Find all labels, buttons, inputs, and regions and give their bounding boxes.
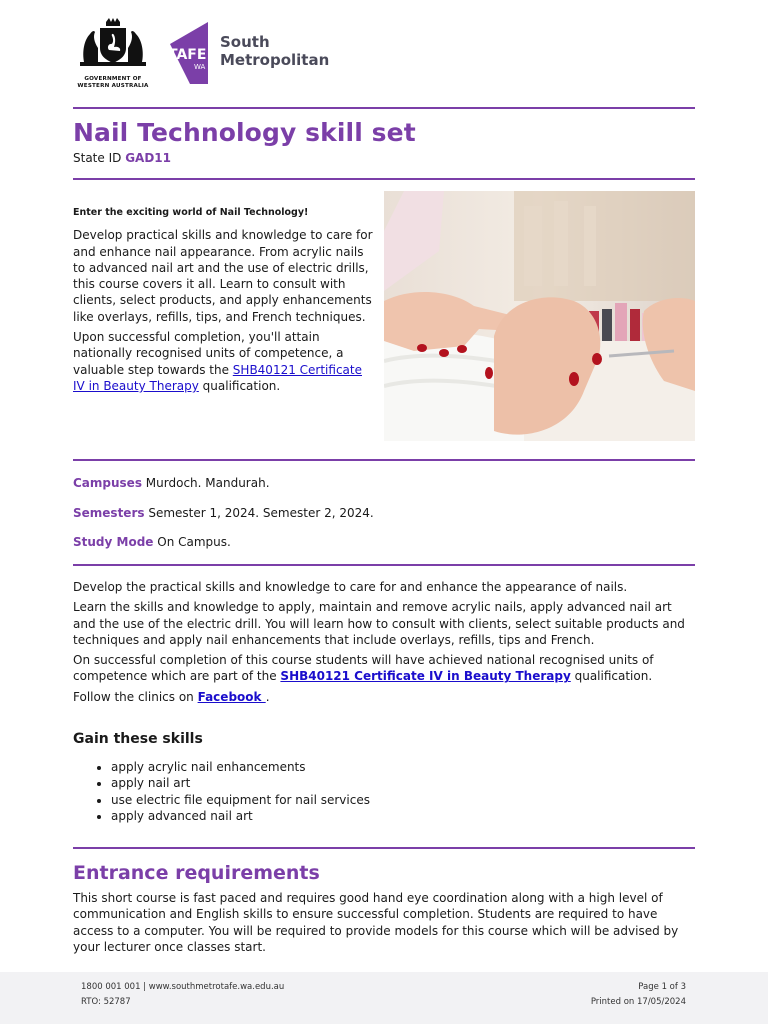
- divider: [73, 107, 695, 109]
- list-item: • apply advanced nail art: [111, 808, 370, 824]
- intro-paragraph: Develop practical skills and knowledge to care for and enhance nail appearance. From acrylic nails to advanced nail art and the use of electric drills, this course covers it all. Learn to consult with clients, select products, and apply enhancements like overlays, refills, tips, and French techniques.: [73, 228, 373, 324]
- state-id: [73, 151, 171, 165]
- footer-printed-date: Printed on 17/05/2024: [590, 997, 686, 1007]
- description-text: .: [265, 689, 270, 704]
- gov-logo-line2: WESTERN AUSTRALIA: [77, 83, 149, 89]
- page-title: Nail Technology skill set: [73, 118, 416, 147]
- skills-heading: Gain these skills: [73, 731, 203, 747]
- nail-technology-photo: [384, 191, 695, 441]
- skills-list: [111, 759, 370, 824]
- list-item: • use electric file equipment for nail services: [111, 792, 370, 808]
- wa-crest-icon: [76, 18, 150, 68]
- semesters-value: Semester 1, 2024. Semester 2, 2024.: [148, 506, 374, 520]
- state-id-value: GAD11: [125, 151, 171, 165]
- gov-logo-text: [76, 76, 150, 90]
- description-paragraph: Learn the skills and knowledge to apply, maintain and remove acrylic nails, apply advanced nail art and the use of the electric drill. You will learn how to consult with clients, select suitable products and techniques and apply nail enhancements that include overlays, refills, tips and French.: [73, 600, 685, 647]
- facebook-link[interactable]: Facebook: [197, 689, 266, 704]
- certificate-iv-link-bold[interactable]: SHB40121 Certificate IV in Beauty Therapy: [280, 669, 571, 684]
- campuses-value: Murdoch. Mandurah.: [145, 476, 270, 490]
- divider: [73, 564, 695, 566]
- study-mode-row: [73, 535, 231, 549]
- description-paragraph: Develop the practical skills and knowledge to care for and enhance the appearance of nails.: [73, 580, 628, 594]
- course-description: [73, 579, 695, 709]
- government-of-wa-logo: [76, 18, 150, 88]
- entrance-text: This short course is fast paced and requires good hand eye coordination along with a high level of communication and English skills to ensure successful completion. Students are required to have access to a computer. You will be required to provide models for this course which will be advised by your lecturer once classes start.: [73, 891, 679, 954]
- footer-contact: 1800 001 001 | www.southmetrotafe.wa.edu.au: [81, 982, 285, 992]
- state-id-label: State ID: [73, 151, 122, 165]
- svg-text:TAFE: TAFE: [168, 47, 207, 63]
- page-footer: [0, 972, 768, 1024]
- entrance-heading: Entrance requirements: [73, 862, 320, 884]
- svg-text:WA: WA: [194, 63, 206, 71]
- divider: [73, 178, 695, 180]
- footer-right: [591, 980, 686, 1010]
- footer-rto: RTO: 52787: [81, 997, 131, 1007]
- description-paragraph: [73, 652, 695, 685]
- intro-text: qualification.: [198, 378, 281, 393]
- intro-section: [73, 205, 373, 398]
- study-mode-label: Study Mode: [73, 535, 154, 549]
- tafe-logo-icon: [168, 22, 214, 84]
- gov-logo-line1: GOVERNMENT OF: [84, 76, 142, 82]
- tafe-south-metropolitan-logo: [168, 22, 329, 84]
- campuses-label: Campuses: [73, 476, 142, 490]
- footer-page-number: Page 1 of 3: [638, 982, 686, 992]
- list-item: • apply acrylic nail enhancements: [111, 759, 370, 775]
- tafe-name-line2: Metropolitan: [220, 51, 330, 69]
- description-text: qualification.: [570, 669, 653, 684]
- semesters-row: [73, 506, 374, 520]
- divider: [73, 847, 695, 849]
- study-mode-value: On Campus.: [157, 535, 231, 549]
- description-paragraph: [73, 689, 695, 705]
- tafe-name: [220, 33, 329, 69]
- footer-left: [81, 980, 284, 1010]
- description-text: Follow the clinics on: [73, 689, 198, 704]
- list-item: • apply nail art: [111, 775, 370, 791]
- header-logos: [76, 18, 329, 90]
- description-text: On successful completion of this course students will have achieved national recognised units of competence which are part of the: [73, 653, 654, 684]
- certificate-iv-link[interactable]: SHB40121 Certificate IV in Beauty Therapy: [73, 362, 362, 393]
- divider: [73, 459, 695, 461]
- tafe-name-line1: South: [220, 33, 270, 51]
- intro-paragraph-2: [73, 329, 373, 394]
- intro-lead: Enter the exciting world of Nail Technology!: [73, 207, 309, 218]
- campuses-row: [73, 476, 270, 490]
- intro-text: Upon successful completion, you'll attain nationally recognised units of competence, a valuable step towards the: [73, 330, 344, 377]
- semesters-label: Semesters: [73, 506, 145, 520]
